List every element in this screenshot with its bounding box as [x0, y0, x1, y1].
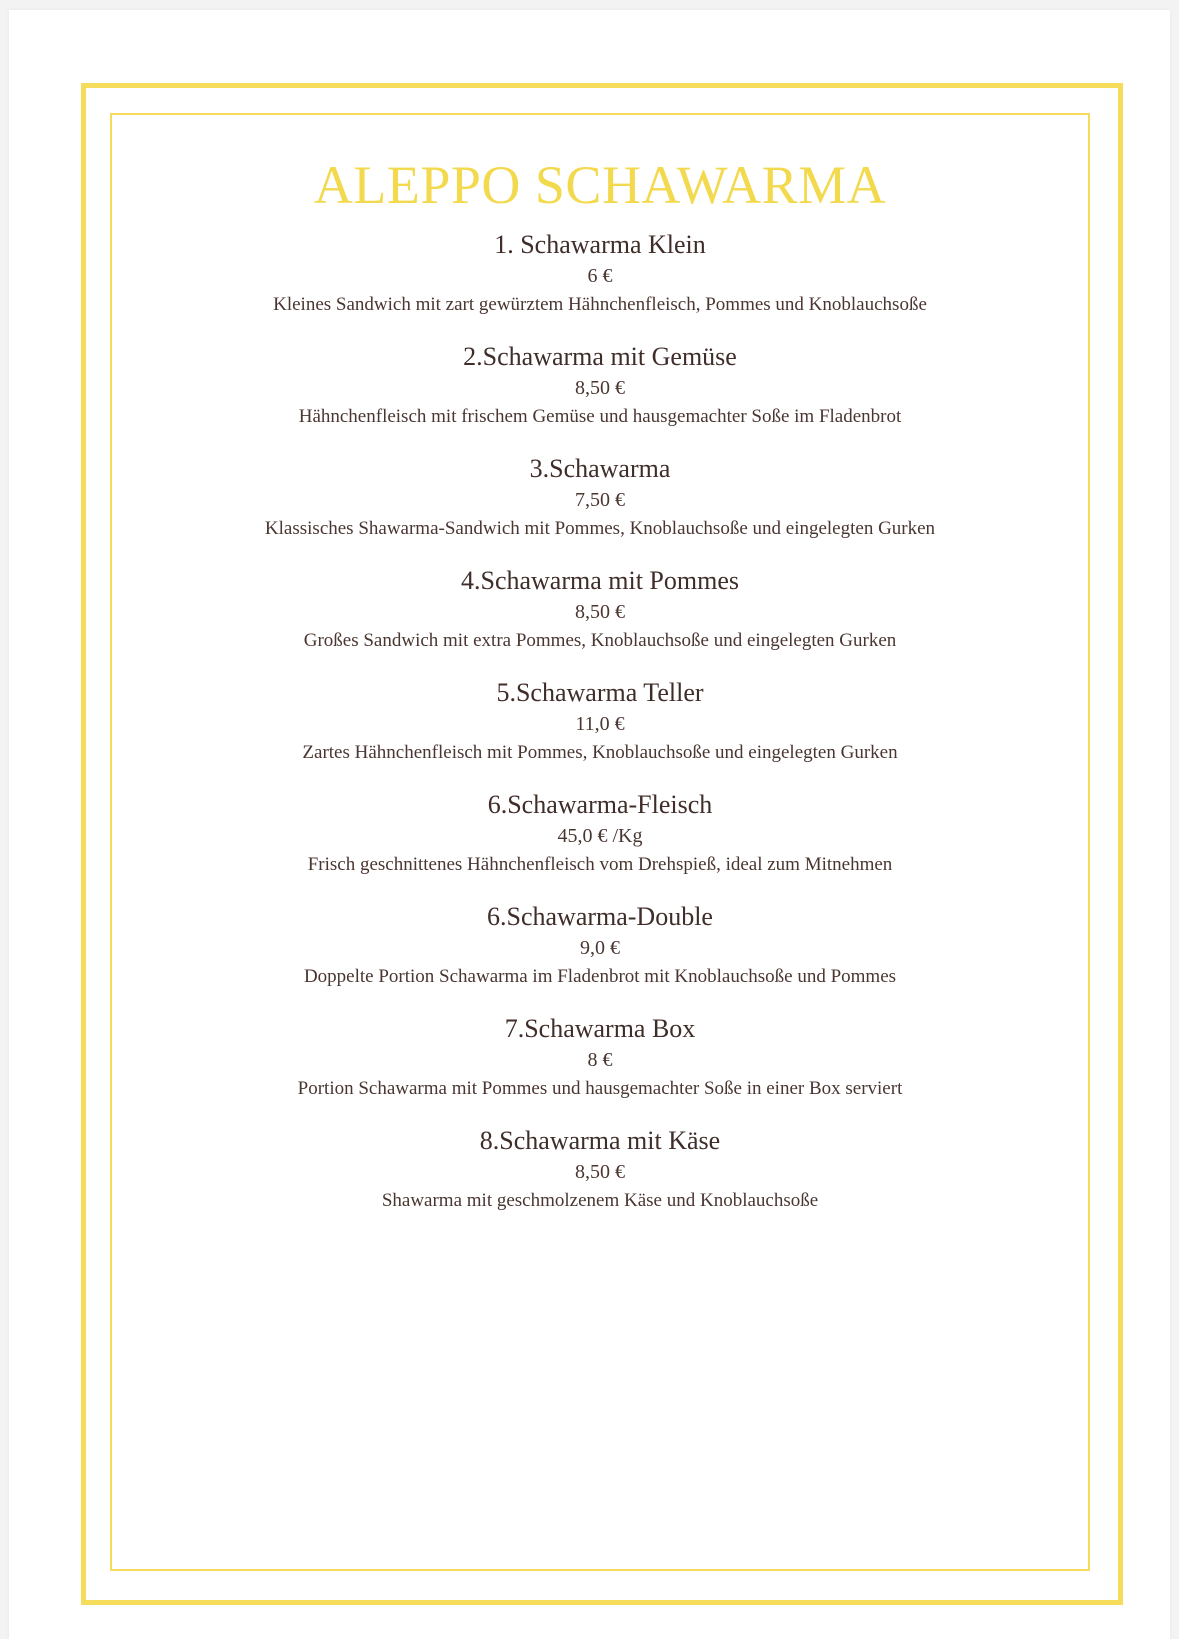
item-name: 6.Schawarma-Fleisch [487, 790, 713, 819]
item-price: 9,0 € [580, 937, 620, 959]
menu-item [112, 453, 1088, 565]
item-name: 8.Schawarma mit Käse [479, 1126, 721, 1155]
item-name: 2.Schawarma mit Gemüse [463, 342, 737, 371]
menu-item [112, 677, 1088, 789]
item-description: Zartes Hähnchenfleisch mit Pommes, Knoblauchsoße und eingelegten Gurken [302, 742, 898, 763]
item-name: 3.Schawarma [529, 454, 671, 483]
item-description: Kleines Sandwich mit zart gewürztem Hähnchenfleisch, Pommes und Knoblauchsoße [273, 294, 927, 315]
item-price: 8,50 € [575, 601, 625, 623]
item-name: 7.Schawarma Box [504, 1014, 696, 1043]
item-description: Frisch geschnittenes Hähnchenfleisch vom Drehspieß, ideal zum Mitnehmen [307, 854, 893, 875]
item-description: Doppelte Portion Schawarma im Fladenbrot mit Knoblauchsoße und Pommes [303, 966, 897, 987]
item-price: 8,50 € [575, 1161, 625, 1183]
item-name: 6.Schawarma-Double [487, 902, 713, 931]
menu-item [112, 229, 1088, 341]
item-name: 5.Schawarma Teller [496, 678, 704, 707]
menu-item [112, 1013, 1088, 1125]
item-description: Klassisches Shawarma-Sandwich mit Pommes, Knoblauchsoße und eingelegten Gurken [264, 518, 936, 539]
item-price: 8,50 € [575, 377, 625, 399]
menu-item [112, 341, 1088, 453]
item-price: 11,0 € [575, 713, 625, 735]
menu-item [112, 565, 1088, 677]
menu-page [9, 10, 1170, 1639]
item-price: 7,50 € [575, 489, 625, 511]
item-price: 6 € [587, 265, 613, 287]
item-description: Shawarma mit geschmolzenem Käse und Knoblauchsoße [381, 1190, 819, 1211]
item-description: Großes Sandwich mit extra Pommes, Knoblauchsoße und eingelegten Gurken [303, 630, 897, 651]
menu-item [112, 901, 1088, 1013]
menu-item [112, 789, 1088, 901]
menu-items [112, 229, 1088, 1237]
item-description: Portion Schawarma mit Pommes und hausgemachter Soße in einer Box serviert [297, 1078, 903, 1099]
item-name: 1. Schawarma Klein [494, 230, 706, 259]
item-name: 4.Schawarma mit Pommes [460, 566, 739, 595]
menu-content [112, 115, 1088, 1237]
menu-item [112, 1125, 1088, 1237]
item-price: 8 € [587, 1049, 613, 1071]
item-description: Hähnchenfleisch mit frischem Gemüse und hausgemachter Soße im Fladenbrot [298, 406, 902, 427]
item-price: 45,0 € /Kg [557, 825, 643, 847]
menu-title: ALEPPO SCHAWARMA [313, 155, 887, 215]
